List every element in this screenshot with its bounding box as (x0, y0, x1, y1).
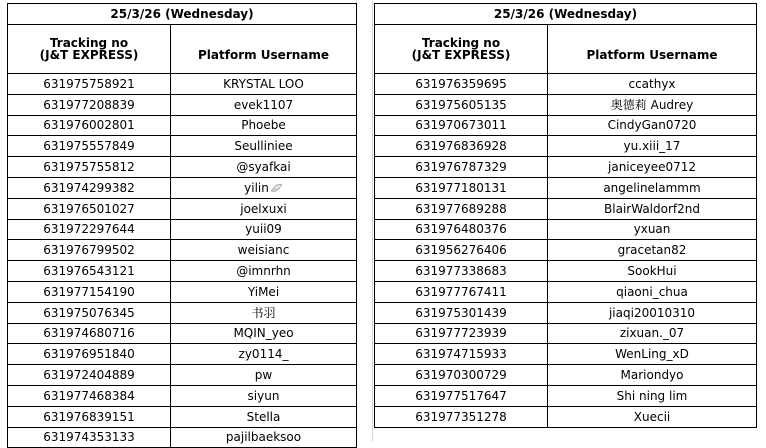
table-row (375, 323, 757, 344)
tracking-number-cell: 631977180131 (375, 177, 548, 198)
username-text: weisianc (237, 243, 290, 258)
username-text: janiceyee0712 (608, 160, 697, 175)
tracking-number-cell: 631977338683 (375, 261, 548, 282)
table-row (8, 406, 357, 427)
username-cell (548, 136, 757, 157)
username-text: zixuan._07 (619, 326, 685, 341)
username-text: Stella (246, 409, 281, 424)
username-text: YiMei (247, 284, 280, 299)
table-row (375, 406, 757, 427)
table-row (375, 94, 757, 115)
username-text: angelinelammm (603, 180, 701, 195)
table-row (375, 365, 757, 386)
tracking-number-cell: 631975301439 (375, 302, 548, 323)
username-cell (171, 427, 357, 448)
tracking-number-cell: 631976951840 (8, 344, 171, 365)
tracking-number-cell: 631976359695 (375, 74, 548, 95)
tracking-number-cell: 631974715933 (375, 344, 548, 365)
tracking-header-line2: (J&T EXPRESS) (411, 48, 511, 62)
table-row (8, 385, 357, 406)
table-row (8, 302, 357, 323)
tracking-number-cell: 631976836928 (375, 136, 548, 157)
tracking-number-cell: 631975758921 (8, 74, 171, 95)
table-row (375, 240, 757, 261)
tracking-number-cell: 631974680716 (8, 323, 171, 344)
tracking-number-cell: 631972297644 (8, 219, 171, 240)
username-cell (548, 94, 757, 115)
username-cell (548, 323, 757, 344)
table-row (375, 281, 757, 302)
username-cell (171, 365, 357, 386)
tracking-number-cell: 631977208839 (8, 94, 171, 115)
tracking-number-cell: 631977517647 (375, 385, 548, 406)
table-row (8, 177, 357, 198)
tracking-number-cell: 631977351278 (375, 406, 548, 427)
username-text: yilin (244, 180, 269, 195)
table-row (375, 136, 757, 157)
table-row (375, 74, 757, 95)
username-cell (548, 198, 757, 219)
username-text: pw (254, 368, 273, 383)
tracking-no-header (8, 25, 171, 74)
tracking-number-cell: 631975557849 (8, 136, 171, 157)
tracking-number-cell: 631976002801 (8, 115, 171, 136)
tracking-number-cell: 631974299382 (8, 177, 171, 198)
table-row (375, 261, 757, 282)
sparkle-emoji-icon (270, 183, 283, 193)
platform-username-header: Platform Username (548, 25, 757, 74)
table-row (375, 198, 757, 219)
table-row (375, 344, 757, 365)
table-row (8, 323, 357, 344)
username-text: Shi ning lim (616, 388, 688, 403)
username-cell (548, 281, 757, 302)
tracking-number-cell: 631975076345 (8, 302, 171, 323)
table-row (8, 365, 357, 386)
sheet-gridline (372, 0, 373, 442)
username-text: yxuan (633, 222, 671, 237)
username-cell (171, 157, 357, 178)
tracking-number-cell: 631970300729 (375, 365, 548, 386)
username-cell (171, 323, 357, 344)
tracking-number-cell: 631977689288 (375, 198, 548, 219)
table-row (375, 219, 757, 240)
tracking-number-cell: 631972404889 (8, 365, 171, 386)
username-cell (548, 157, 757, 178)
username-cell (171, 302, 357, 323)
username-text: WenLing_xD (615, 347, 689, 362)
username-text: 奥德莉 Audrey (610, 97, 694, 112)
username-text: joelxuxi (240, 201, 287, 216)
username-text: CindyGan0720 (607, 118, 697, 133)
table-row (8, 74, 357, 95)
table-row (375, 177, 757, 198)
username-text: Mariondyo (620, 368, 684, 383)
right-tracking-table (374, 3, 757, 428)
username-text: @imnrhn (236, 264, 291, 279)
table-row (8, 198, 357, 219)
tracking-number-cell: 631976799502 (8, 240, 171, 261)
username-cell (548, 261, 757, 282)
tracking-number-cell: 631977468384 (8, 385, 171, 406)
table-row (8, 136, 357, 157)
username-text: Phoebe (241, 118, 286, 133)
tracking-number-cell: 631976501027 (8, 198, 171, 219)
username-cell (171, 74, 357, 95)
date-header: 25/3/26 (Wednesday) (375, 4, 757, 25)
username-cell (548, 406, 757, 427)
username-text: siyun (247, 388, 280, 403)
username-text: pajilbaeksoo (225, 430, 302, 445)
username-text: 书羽 (251, 305, 276, 320)
tracking-number-cell: 631976543121 (8, 261, 171, 282)
username-cell (171, 406, 357, 427)
table-row (8, 240, 357, 261)
table-row (8, 261, 357, 282)
username-text: Seulliniee (234, 139, 293, 154)
username-cell (171, 240, 357, 261)
tracking-number-cell: 631976480376 (375, 219, 548, 240)
username-cell (171, 177, 357, 198)
tracking-number-cell: 631975755812 (8, 157, 171, 178)
left-tracking-table (7, 3, 357, 448)
username-text: BlairWaldorf2nd (604, 201, 700, 216)
tracking-number-cell: 631977723939 (375, 323, 548, 344)
username-cell (171, 219, 357, 240)
username-cell (171, 385, 357, 406)
username-text: yu.xiii_17 (623, 139, 681, 154)
table-row (8, 427, 357, 448)
table-row (375, 385, 757, 406)
username-text: @syafkai (236, 160, 291, 175)
tracking-number-cell: 631977767411 (375, 281, 548, 302)
username-cell (171, 136, 357, 157)
table-row (8, 157, 357, 178)
tracking-no-header (375, 25, 548, 74)
username-text: ccathyx (628, 76, 676, 91)
table-row (8, 115, 357, 136)
tracking-number-cell: 631974353133 (8, 427, 171, 448)
username-text: SookHui (627, 264, 677, 279)
tracking-header-line2: (J&T EXPRESS) (39, 48, 139, 62)
tracking-number-cell: 631956276406 (375, 240, 548, 261)
username-cell (548, 74, 757, 95)
username-text: KRYSTAL LOO (223, 76, 304, 91)
username-cell (548, 177, 757, 198)
username-cell (171, 115, 357, 136)
username-cell (548, 365, 757, 386)
table-row (375, 157, 757, 178)
date-header: 25/3/26 (Wednesday) (8, 4, 357, 25)
tracking-number-cell: 631976787329 (375, 157, 548, 178)
username-cell (548, 344, 757, 365)
username-text: gracetan82 (617, 243, 687, 258)
username-text: Xuecii (633, 409, 671, 424)
username-text: MQIN_yeo (233, 326, 294, 341)
username-cell (171, 344, 357, 365)
username-cell (171, 198, 357, 219)
username-text: yuii09 (245, 222, 282, 237)
username-cell (548, 240, 757, 261)
table-row (8, 94, 357, 115)
username-cell (548, 302, 757, 323)
table-row (8, 344, 357, 365)
tracking-header-line1: Tracking no (421, 36, 501, 50)
tracking-number-cell: 631975605135 (375, 94, 548, 115)
username-cell (548, 115, 757, 136)
username-cell (171, 261, 357, 282)
username-cell (548, 385, 757, 406)
table-row (8, 219, 357, 240)
tracking-number-cell: 631970673011 (375, 115, 548, 136)
username-text: zy0114_ (238, 347, 289, 362)
table-row (8, 281, 357, 302)
platform-username-header: Platform Username (171, 25, 357, 74)
tracking-number-cell: 631977154190 (8, 281, 171, 302)
username-text: evek1107 (233, 97, 294, 112)
table-row (375, 115, 757, 136)
username-text: jiaqi20010310 (608, 305, 696, 320)
table-row (375, 302, 757, 323)
username-cell (548, 219, 757, 240)
username-cell (171, 281, 357, 302)
tracking-number-cell: 631976839151 (8, 406, 171, 427)
username-cell (171, 94, 357, 115)
username-text: qiaoni_chua (616, 284, 688, 299)
tracking-header-line1: Tracking no (49, 36, 129, 50)
